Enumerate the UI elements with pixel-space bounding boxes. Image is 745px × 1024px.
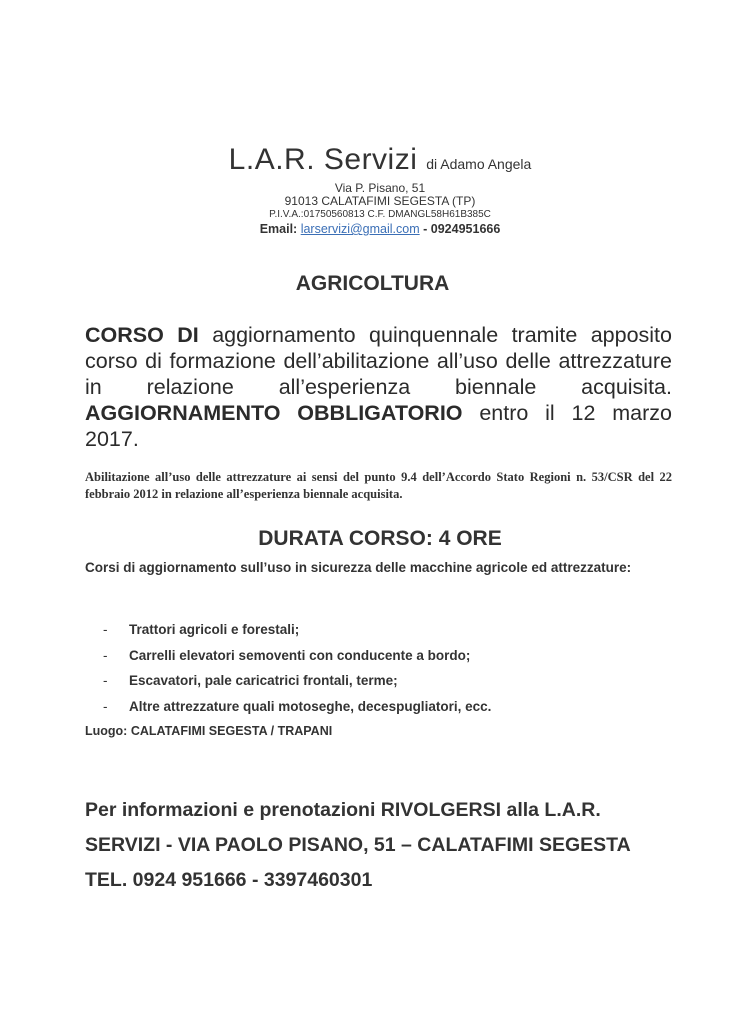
email-line [120,221,640,237]
contact-line-3: TEL. 0924 951666 - 3397460301 [85,869,373,891]
phone: - 0924951666 [423,222,501,236]
list-item: - Altre attrezzature quali motoseghe, decespugliatori, ecc. [103,698,492,714]
list-item: - Trattori agricoli e forestali; [103,622,300,637]
vat-number: P.I.V.A.:01750560813 C.F. DMANGL58H61B385C [269,209,491,220]
intro-lead: CORSO DI [85,323,199,347]
contact-line-2: SERVIZI - VIA PAOLO PISANO, 51 – CALATAFIMI SEGESTA [85,834,631,856]
list-item: - Carrelli elevatori semoventi con conducente a bordo; [103,647,471,663]
city: 91013 CALATAFIMI SEGESTA (TP) [284,194,476,208]
letterhead [120,142,640,237]
course-list [103,617,491,719]
intro-text: aggiornamento quinquennale tramite apposito corso di formazione dell’abilitazione all’uso delle attrezzature in relazione all’esperienza biennale acquisita. [85,323,672,399]
email-label: Email: [259,222,298,236]
contact-line-1: Per informazioni e prenotazioni RIVOLGERSI alla L.A.R. [85,799,601,821]
intro-deadline: entro il 12 marzo 2017. [85,401,672,451]
address: Via P. Pisano, 51 [334,181,426,195]
section-title: AGRICOLTURA [295,272,450,295]
intro-highlight: AGGIORNAMENTO OBBLIGATORIO [85,401,463,425]
intro-paragraph [85,322,672,452]
list-item-label: Escavatori, pale caricatrici frontali, terme; [129,673,398,688]
courses-intro: Corsi di aggiornamento sull’uso in sicurezza delle macchine agricole ed attrezzature: [85,560,632,575]
list-item: - Escavatori, pale caricatrici frontali, terme; [103,673,398,688]
list-item-label: Altre attrezzature quali motoseghe, decespugliatori, ecc. [129,698,492,714]
owner-name: di Adamo Angela [426,156,532,172]
contact-block [85,793,705,898]
list-item-label: Carrelli elevatori semoventi con conducente a bordo; [129,647,471,663]
list-item-label: Trattori agricoli e forestali; [129,622,300,637]
location: Luogo: CALATAFIMI SEGESTA / TRAPANI [85,724,333,738]
company-name: L.A.R. Servizi [228,143,418,176]
email-link[interactable]: larservizi@gmail.com [300,222,420,236]
company-name-line [120,142,640,182]
course-duration: DURATA CORSO: 4 ORE [258,527,502,550]
legal-note: Abilitazione all’uso delle attrezzature ai sensi del punto 9.4 dell’Accordo Stato Regioni n. 53/CSR del 22 febbraio 2012 in relazione all’esperienza biennale acquisita. [85,470,672,501]
